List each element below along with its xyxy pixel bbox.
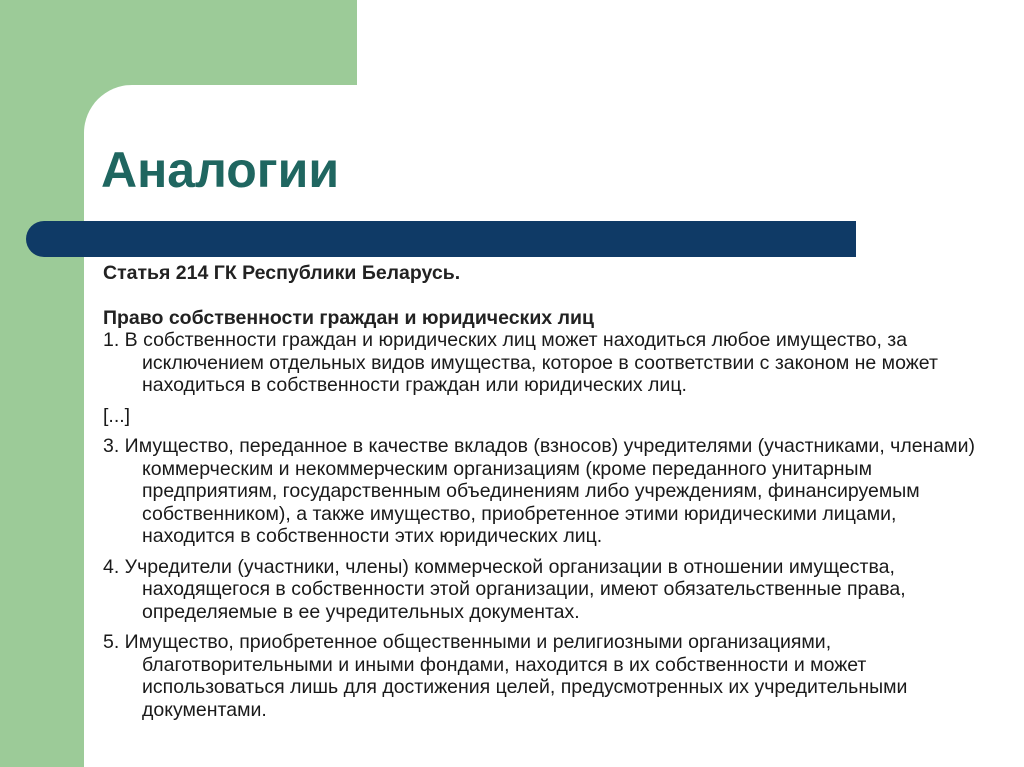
paragraph-item-3: 3. Имущество, переданное в качестве вкладов (взносов) учредителями (участниками, членами) коммерческим и некоммерческим организациям (кроме переданного унитарным предприятиям, государственным объединениям либо учреждениям, финансируемым собственником), а также имущество, приобретенное этими юридическими лицами, находится в собственности этих юридических лиц. bbox=[103, 435, 975, 547]
omission-marker: [...] bbox=[103, 404, 131, 427]
paragraph-item-5: 5. Имущество, приобретенное общественными и религиозными организациями, благотворительными и иными фондами, находится в их собственности и может использоваться лишь для достижения целей, предусмотренных их учредительными документами. bbox=[103, 631, 908, 721]
slide-body bbox=[103, 262, 983, 721]
article-reference: Статья 214 ГК Республики Беларусь. bbox=[103, 262, 461, 284]
title-underline-bar bbox=[26, 221, 856, 257]
article-title: Право собственности граждан и юридических лиц bbox=[103, 306, 594, 329]
paragraph-item-1: 1. В собственности граждан и юридических лиц может находиться любое имущество, за исключением отдельных видов имущества, которое в соответствии с законом не может находиться в собственности граждан или юридических лиц. bbox=[103, 329, 938, 396]
slide-title: Аналогии bbox=[101, 142, 340, 198]
paragraph-item-4: 4. Учредители (участники, члены) коммерческой организации в отношении имущества, находящегося в собственности этой организации, имеют обязательственные права, определяемые в ее учредительных документах. bbox=[103, 555, 906, 623]
